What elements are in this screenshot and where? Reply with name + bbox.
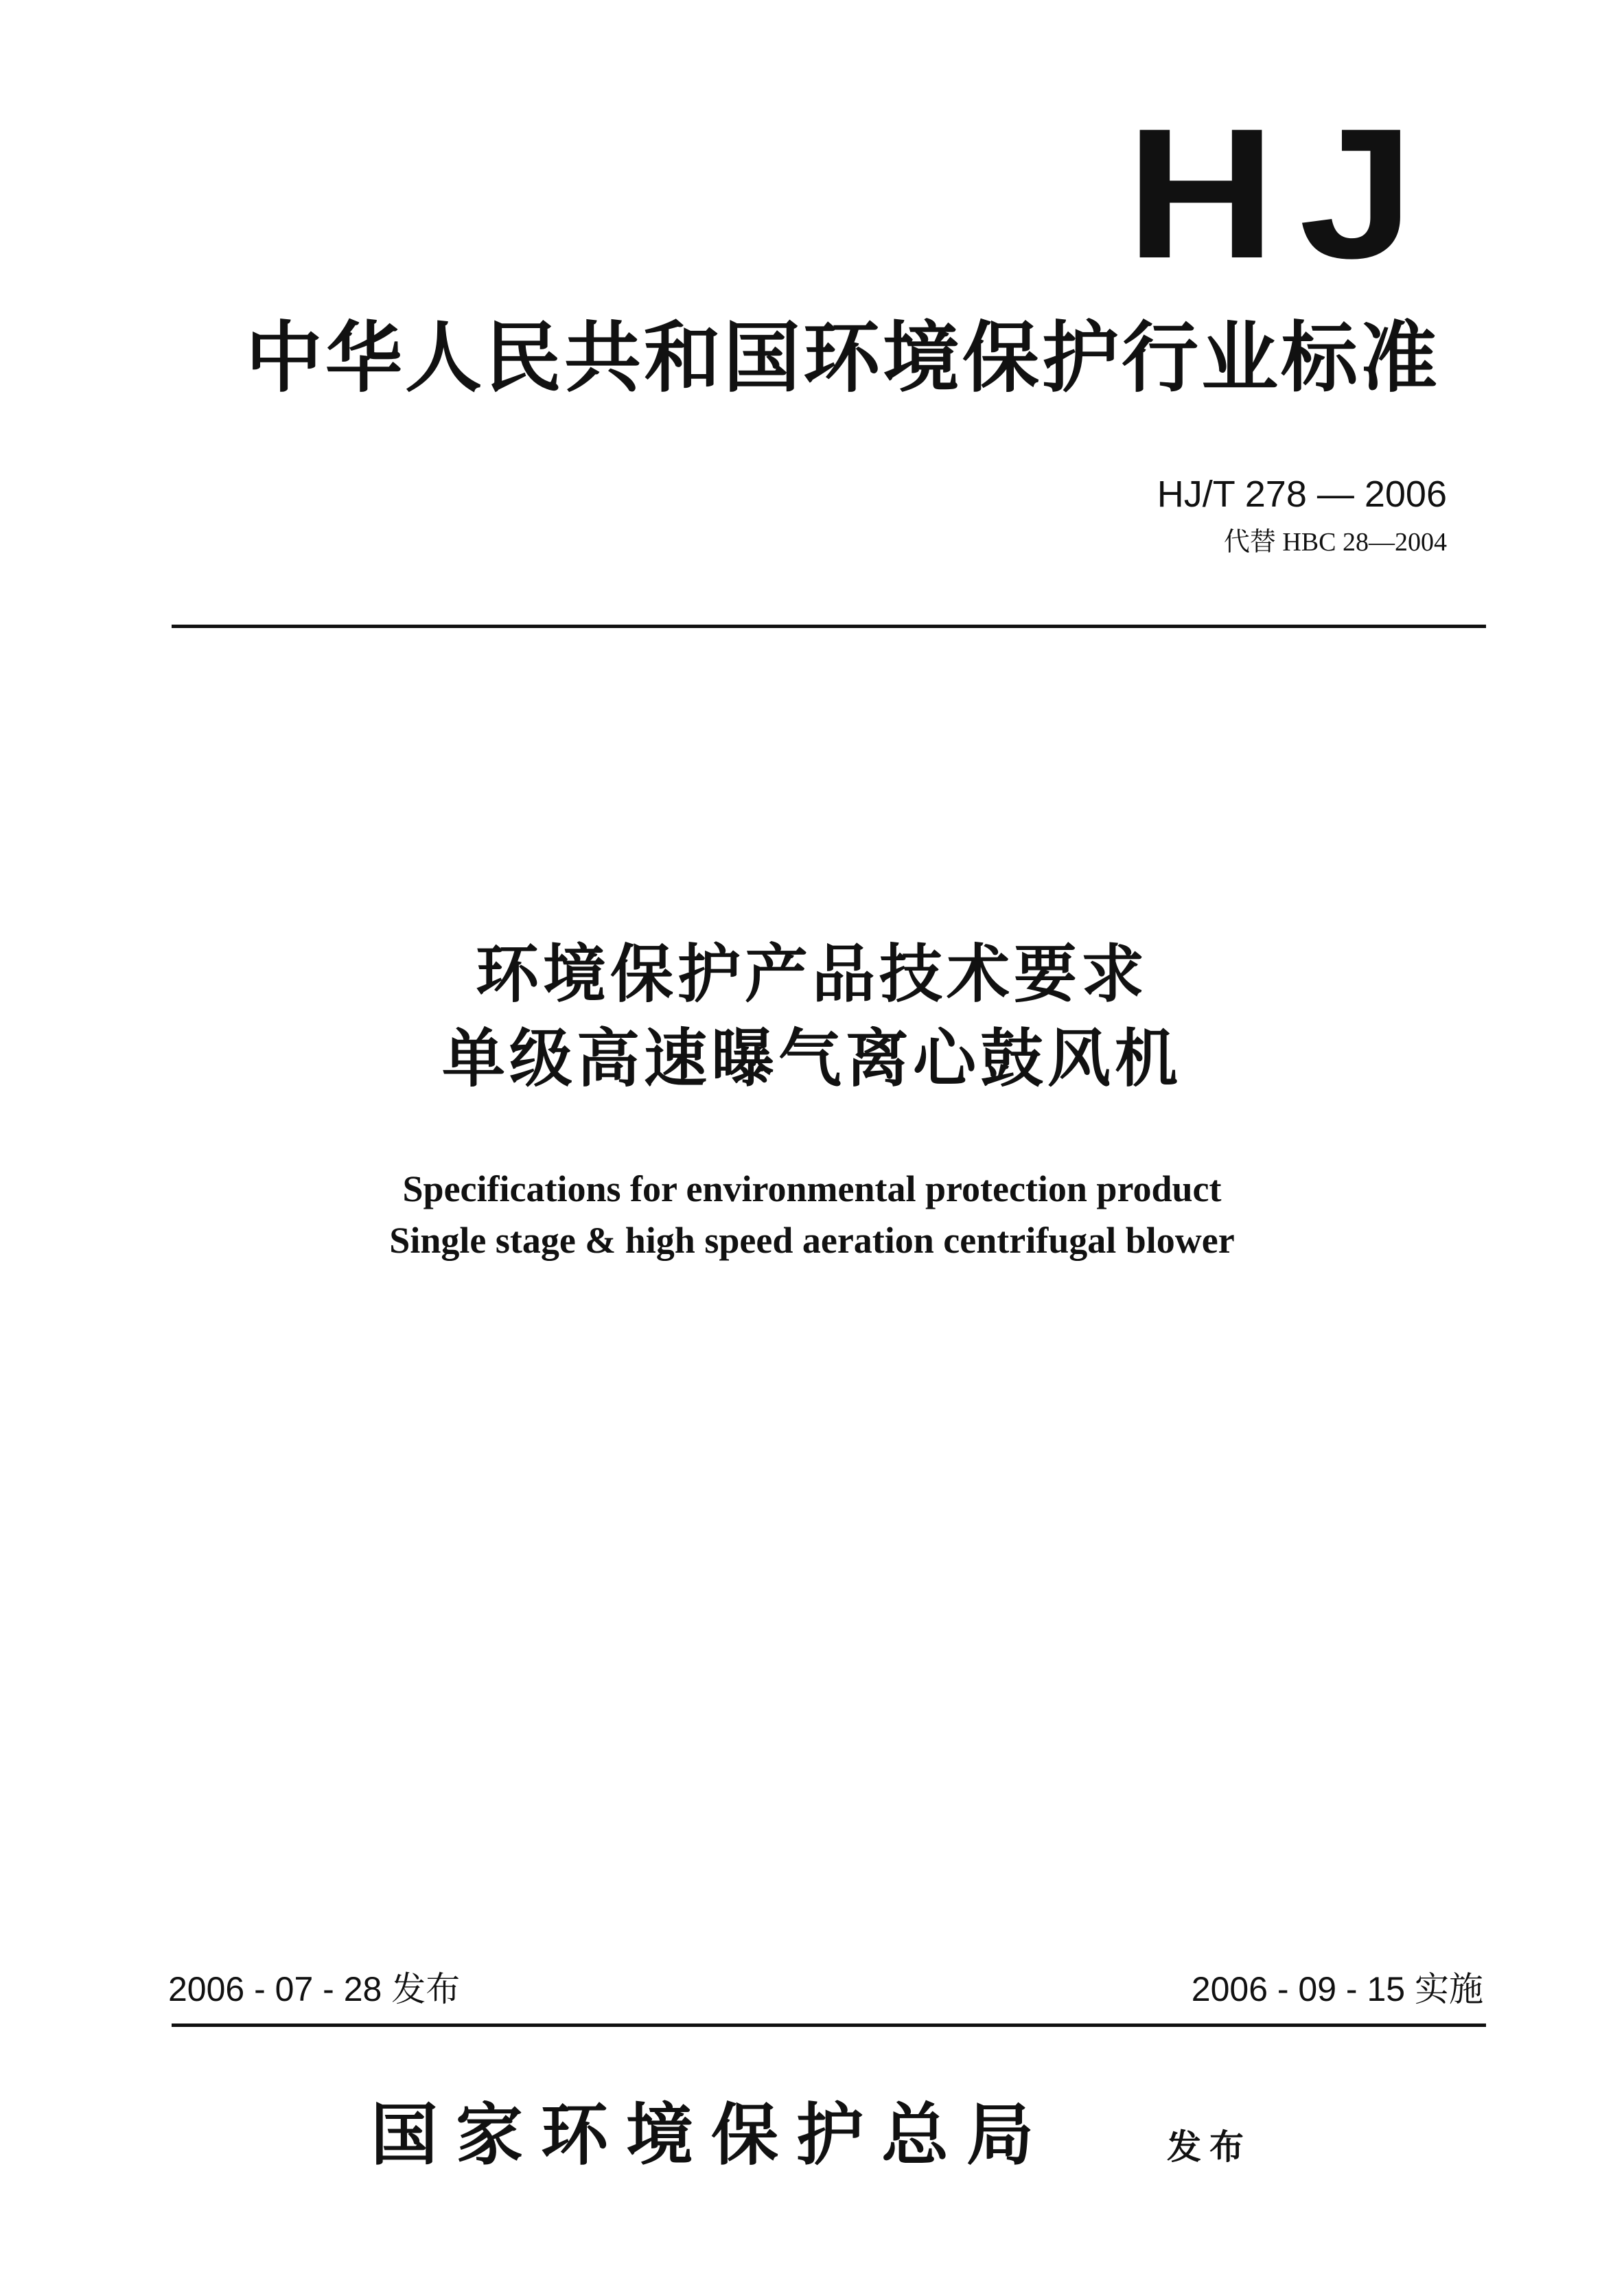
replaces-note: 代替 HBC 28—2004: [1223, 528, 1447, 557]
bottom-divider: [172, 2024, 1486, 2027]
standard-title: 中华人民共和国环境保护行业标准: [246, 314, 1440, 403]
effective-date: 2006 - 09 - 15 实施: [1191, 1970, 1483, 2008]
top-divider: [172, 625, 1486, 628]
standard-code: HJ/T 278 — 2006: [1157, 474, 1447, 515]
publisher: 国家环境保护总局: [371, 2096, 1052, 2175]
english-title-line-1: Specifications for environmental protection product: [402, 1168, 1222, 1209]
chinese-title-line-1: 环境保护产品技术要求: [475, 938, 1148, 1011]
english-title-line-2: Single stage & high speed aeration centrifugal blower: [389, 1220, 1235, 1261]
chinese-title-line-2: 单级高速曝气离心鼓风机: [441, 1022, 1182, 1095]
publish-label: 发布: [1167, 2126, 1252, 2167]
release-date: 2006 - 07 - 28 发布: [168, 1970, 461, 2008]
hj-logo: HJ: [1126, 91, 1437, 297]
